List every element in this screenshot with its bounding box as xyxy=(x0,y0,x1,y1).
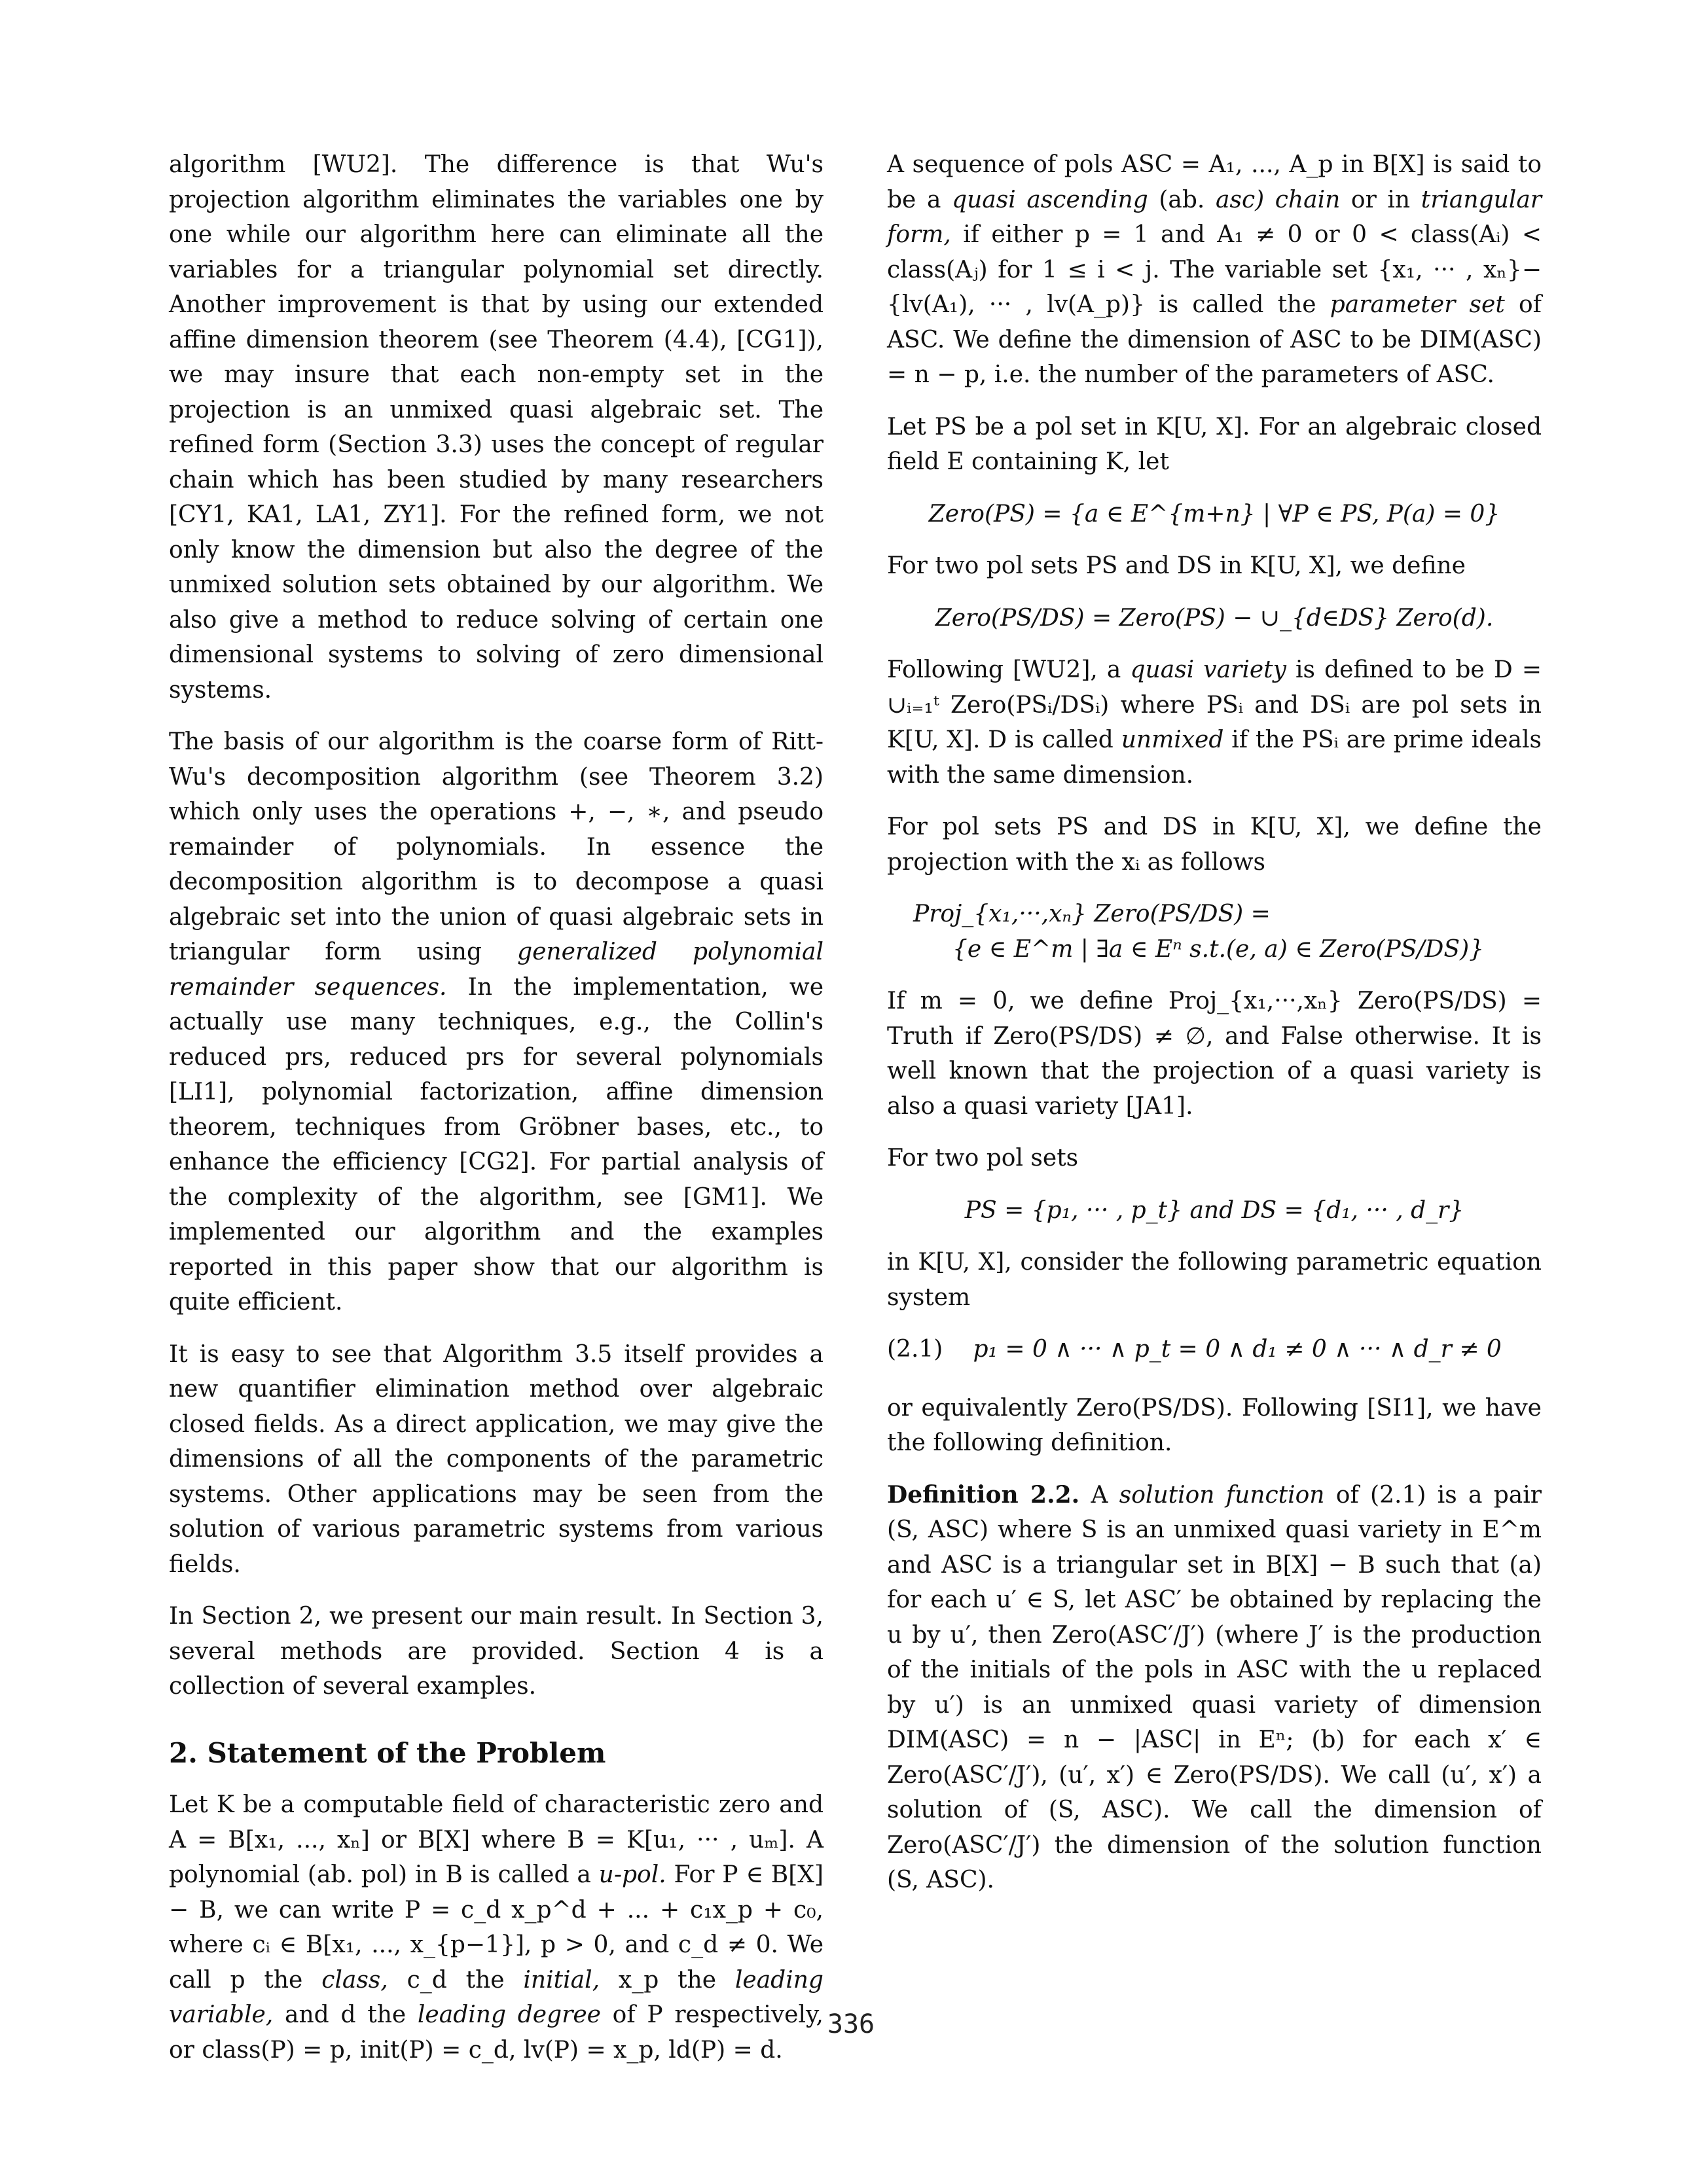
def-text-d: x_p the xyxy=(618,1966,717,1994)
equation-body: p₁ = 0 ∧ ··· ∧ p_t = 0 ∧ d₁ ≠ 0 ∧ ··· ∧ d_r ≠ 0 xyxy=(973,1336,1502,1363)
def-text-c: c_d the xyxy=(407,1966,505,1994)
def-text-f: of P respectively, or class(P) = p, init(P) = c_d, lv(P) = x_p, ld(P) = d. xyxy=(169,2001,824,2064)
display-zero-ps: Zero(PS) = {a ∈ E^{m+n} | ∀P ∈ PS, P(a) = 0} xyxy=(928,500,1500,528)
qv-text-b: is defined to be D = ∪ᵢ₌₁ᵗ Zero(PSᵢ/DSᵢ) where PSᵢ and DSᵢ are pol sets in K[U, X]. D is called xyxy=(887,656,1542,753)
asc-text-e: of ASC. We define the dimension of ASC to be DIM(ASC) = n − p, i.e. the number of the parameters of ASC. xyxy=(887,291,1542,388)
qv-text-c: if the PSᵢ are prime ideals with the same dimension. xyxy=(887,726,1542,789)
display-ps-ds-sets: PS = {p₁, ··· , p_t} and DS = {d₁, ··· , d_r} xyxy=(964,1196,1464,1224)
projection-line-2: {e ∈ E^m | ∃a ∈ Eⁿ s.t.(e, a) ∈ Zero(PS/DS)} xyxy=(952,935,1485,963)
def-class: class, xyxy=(321,1966,388,1994)
right-paragraph-projection: For pol sets PS and DS in K[U, X], we define the projection with the xᵢ as follows xyxy=(887,814,1542,876)
def-text-a: Let K be a computable field of characteristic zero and A = B[x₁, ..., xₙ] or B[X] where B = K[u₁, ··· , uₘ]. A polynomial (ab. pol) in B is called a xyxy=(169,1791,824,1888)
definition-2-2 xyxy=(887,1478,1542,1898)
definition-text-a: A xyxy=(1091,1481,1108,1509)
left-paragraph-quantifier: It is easy to see that Algorithm 3.5 itself provides a new quantifier elimination method over algebraic closed fields. As a direct application, we may give the dimensions of all the components of the parametric systems. Other applications may be seen from the solution of various parametric systems from various fields. xyxy=(169,1340,824,1578)
page-number: 336 xyxy=(827,2009,875,2039)
basis-text-a: The basis of our algorithm is the coarse form of Ritt-Wu's decomposition algorithm (see Theorem 3.2) which only uses the operations +, −, ∗, and pseudo remainder of polynomials. In essence the decomposition algorithm is to decompose a quasi algebraic set into the union of quasi algebraic sets in triangular form using xyxy=(169,728,824,965)
definition-label: Definition 2.2. xyxy=(887,1480,1080,1509)
def-leading-degree: leading degree xyxy=(417,2001,601,2028)
display-projection xyxy=(913,897,1542,967)
qv-text-a: Following [WU2], a xyxy=(887,656,1121,683)
def-leading-variable: leading variable, xyxy=(169,1966,824,2028)
equation-2-1 xyxy=(887,1332,1542,1367)
right-paragraph-two-polsets: For two pol sets PS and DS in K[U, X], we define xyxy=(887,552,1466,579)
right-paragraph-truth: If m = 0, we define Proj_{x₁,···,xₙ} Zero(PS/DS) = Truth if Zero(PS/DS) ≠ ∅, and False otherwise. It is well known that the projection of a quasi variety is also a quasi variety [JA1]. xyxy=(887,988,1542,1120)
def-text-e: and d the xyxy=(285,2001,407,2028)
right-paragraph-quasi-variety xyxy=(887,653,1542,793)
section-heading: 2. Statement of the Problem xyxy=(169,1736,606,1769)
asc-chain: asc) chain xyxy=(1216,186,1341,213)
asc-triangular-form: triangular form, xyxy=(887,186,1542,248)
right-paragraph-asc xyxy=(887,147,1542,393)
def-text-b: For P ∈ B[X] − B, we can write P = c_d x_p^d + ... + c₁x_p + c₀, where cᵢ ∈ B[x₁, ..., x_{p−1}], p > 0, and c_d ≠ 0. We call p the xyxy=(169,1861,824,1994)
asc-text-b: (ab. xyxy=(1159,186,1205,213)
right-paragraph-polset: Let PS be a pol set in K[U, X]. For an algebraic closed field E containing K, let xyxy=(887,413,1542,475)
asc-text-c: or in xyxy=(1350,186,1411,213)
basis-text-b: In the implementation, we actually use many techniques, e.g., the Collin's reduced prs, reduced prs for several polynomials [LI1], polynomial factorization, affine dimension theorem, techniques from Gröbner bases, etc., to enhance the efficiency [CG2]. For partial analysis of the complexity of the algorithm, see [GM1]. We implemented our algorithm and the examples reported in this paper show that our algorithm is quite efficient. xyxy=(169,973,824,1316)
asc-quasi-ascending: quasi ascending xyxy=(952,186,1148,213)
asc-text-a: A sequence of pols ASC = A₁, ..., A_p in B[X] is said to be a xyxy=(887,151,1542,213)
right-paragraph-system: in K[U, X], consider the following parametric equation system xyxy=(887,1249,1542,1311)
asc-parameter-set: parameter set xyxy=(1330,291,1505,318)
projection-line-1: Proj_{x₁,···,xₙ} Zero(PS/DS) = xyxy=(913,901,1271,927)
def-initial: initial, xyxy=(523,1966,600,1994)
qv-quasi-variety: quasi variety xyxy=(1130,656,1286,683)
asc-text-d: if either p = 1 and A₁ ≠ 0 or 0 < class(Aᵢ) < class(Aⱼ) for 1 ≤ i < j. The variable set {x₁, ··· , xₙ}−{lv(A₁), ··· , lv(A_p)} is called the xyxy=(887,221,1542,318)
definition-solution-function: solution function xyxy=(1119,1481,1325,1509)
definition-text-b: of (2.1) is a pair (S, ASC) where S is an unmixed quasi variety in E^m and ASC is a triangular set in B[X] − B such that (a) for each u′ ∈ S, let ASC′ be obtained by replacing the u by u′, then Zero(ASC′/J′) (where J′ is the production of the initials of the pols in ASC with the u replaced by u′) is an unmixed quasi variety of dimension DIM(ASC) = n − |ASC| in Eⁿ; (b) for each x′ ∈ Zero(ASC′/J′), (u′, x′) ∈ Zero(PS/DS). We call (u′, x′) a solution of (S, ASC). We call the dimension of Zero(ASC′/J′) the dimension of the solution function (S, ASC). xyxy=(887,1481,1542,1893)
left-paragraph-basis xyxy=(169,725,824,1320)
right-paragraph-two-sets: For two pol sets xyxy=(887,1145,1079,1172)
qv-unmixed: unmixed xyxy=(1121,726,1224,753)
def-upol: u-pol. xyxy=(598,1861,666,1888)
right-paragraph-equivalently: or equivalently Zero(PS/DS). Following [SI1], we have the following definition. xyxy=(887,1394,1542,1456)
left-column xyxy=(169,147,824,2085)
basis-emphasis: generalized polynomial remainder sequences. xyxy=(169,939,824,1001)
display-zero-ps-ds: Zero(PS/DS) = Zero(PS) − ∪_{d∈DS} Zero(d). xyxy=(935,604,1494,632)
left-paragraph-sections: In Section 2, we present our main result. In Section 3, several methods are provided. Section 4 is a collection of several examples. xyxy=(169,1603,824,1700)
left-paragraph-intro: algorithm [WU2]. The difference is that Wu's projection algorithm eliminates the variables one by one while our algorithm here can eliminate all the variables for a triangular polynomial set directly. Another improvement is that by using our extended affine dimension theorem (see Theorem (4.4), [CG1]), we may insure that each non-empty set in the projection is an unmixed quasi algebraic set. The refined form (Section 3.3) uses the concept of regular chain which has been studied by many researchers [CY1, KA1, LA1, ZY1]. For the refined form, we not only know the dimension but also the degree of the unmixed solution sets obtained by our algorithm. We also give a method to reduce solving of certain one dimensional systems to solving of zero dimensional systems. xyxy=(169,151,824,704)
equation-number: (2.1) xyxy=(887,1336,943,1363)
right-column xyxy=(887,147,1542,1915)
